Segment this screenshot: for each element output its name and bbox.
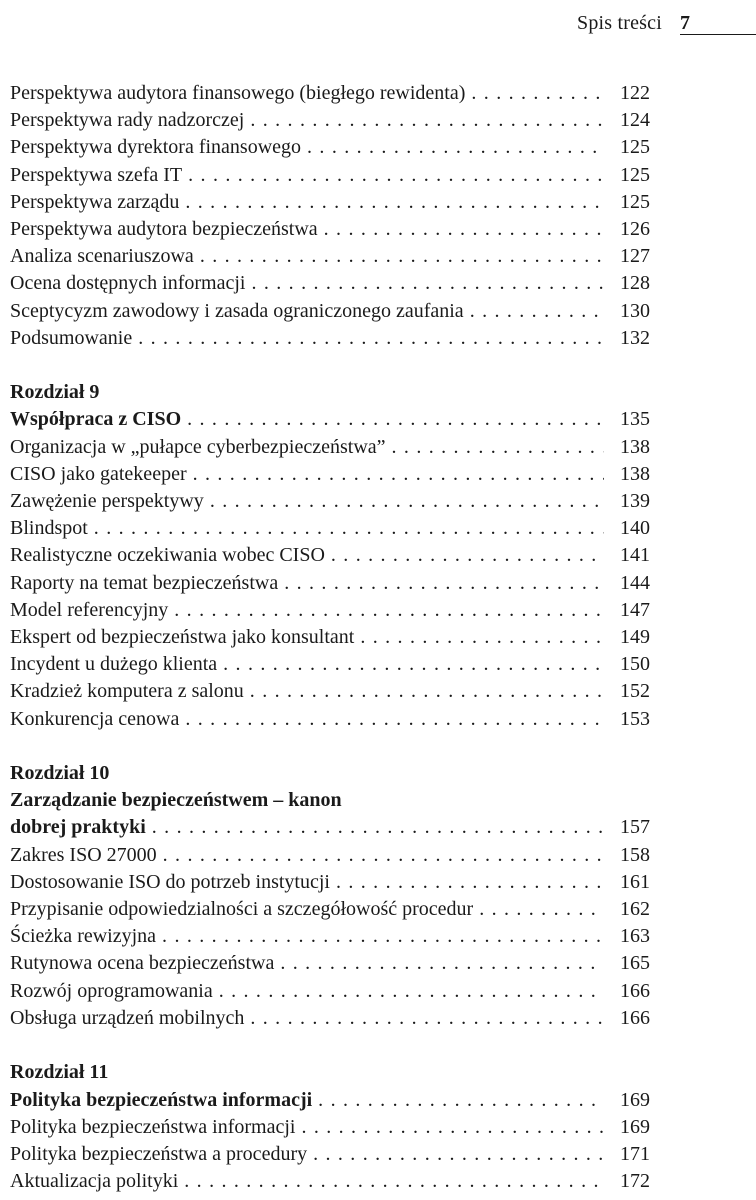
toc-entry[interactable] <box>10 570 650 597</box>
chapter-title: Polityka bezpieczeństwa informacji <box>10 1087 318 1114</box>
dot-leader <box>470 298 604 325</box>
toc-entry-page: 162 <box>620 898 650 921</box>
toc-entry-page: 122 <box>620 82 650 104</box>
dot-leader <box>94 515 604 542</box>
toc-entry-title: Obsługa urządzeń mobilnych <box>10 1005 250 1032</box>
toc-entry-page: 130 <box>620 299 650 322</box>
toc-entry[interactable] <box>10 842 650 869</box>
toc-entry-title: Ekspert od bezpieczeństwa jako konsultant <box>10 624 360 651</box>
chapter-title-entry[interactable] <box>10 1087 650 1114</box>
chapter-label: Rozdział 11 <box>10 1061 109 1084</box>
chapter-label: Rozdział 10 <box>10 762 110 785</box>
section-gap <box>10 352 650 379</box>
toc-entry-title: Blindspot <box>10 515 94 542</box>
toc-entry-page: 152 <box>620 680 650 703</box>
dot-leader <box>471 80 604 107</box>
dot-leader <box>250 678 604 705</box>
chapter-title-entry[interactable] <box>10 814 650 841</box>
toc-entry[interactable] <box>10 298 650 325</box>
dot-leader <box>185 706 604 733</box>
dot-leader <box>223 651 604 678</box>
toc-entry[interactable] <box>10 189 650 216</box>
toc-entry-page: 124 <box>620 109 650 132</box>
toc-entry-page: 127 <box>620 245 650 268</box>
toc-entry-title: Zawężenie perspektywy <box>10 488 210 515</box>
dot-leader <box>162 923 604 950</box>
dot-leader <box>331 542 604 569</box>
dot-leader <box>280 950 604 977</box>
dot-leader <box>193 461 604 488</box>
section-gap <box>10 733 650 760</box>
toc-entry-page: 125 <box>620 163 650 186</box>
dot-leader <box>250 107 604 134</box>
table-of-contents <box>10 80 650 1195</box>
dot-leader <box>313 1141 604 1168</box>
toc-entry[interactable] <box>10 1168 650 1195</box>
toc-entry-title: Realistyczne oczekiwania wobec CISO <box>10 542 331 569</box>
toc-entry-page: 166 <box>620 979 650 1002</box>
toc-entry[interactable] <box>10 107 650 134</box>
toc-entry-title: Ocena dostępnych informacji <box>10 270 251 297</box>
toc-entry-page: 126 <box>620 217 650 240</box>
toc-entry[interactable] <box>10 651 650 678</box>
toc-entry-title: Perspektywa audytora bezpieczeństwa <box>10 216 324 243</box>
toc-entry[interactable] <box>10 488 650 515</box>
dot-leader <box>479 896 604 923</box>
dot-leader <box>200 243 604 270</box>
toc-entry-title: Sceptycyzm zawodowy i zasada ograniczonego zaufania <box>10 298 470 325</box>
dot-leader <box>185 189 604 216</box>
toc-entry-title: Aktualizacja polityki <box>10 1168 184 1195</box>
dot-leader <box>152 814 604 841</box>
toc-entry[interactable] <box>10 896 650 923</box>
toc-entry-page: 165 <box>620 952 650 975</box>
toc-entry[interactable] <box>10 515 650 542</box>
toc-entry[interactable] <box>10 678 650 705</box>
toc-entry-title: Perspektywa rady nadzorczej <box>10 107 250 134</box>
toc-entry-title: Incydent u dużego klienta <box>10 651 223 678</box>
dot-leader <box>187 406 604 433</box>
toc-entry-page: 149 <box>620 625 650 648</box>
toc-entry-title: Przypisanie odpowiedzialności a szczegółowość procedur <box>10 896 479 923</box>
toc-entry-page: 147 <box>620 598 650 621</box>
dot-leader <box>251 270 604 297</box>
header-rule <box>680 34 756 35</box>
toc-entry-page: 150 <box>620 653 650 676</box>
dot-leader <box>184 1168 604 1195</box>
toc-entry-title: Perspektywa zarządu <box>10 189 185 216</box>
dot-leader <box>360 624 604 651</box>
toc-entry-title: Kradzież komputera z salonu <box>10 678 250 705</box>
toc-entry-page: 139 <box>620 490 650 513</box>
toc-entry-title: Zakres ISO 27000 <box>10 842 163 869</box>
dot-leader <box>392 434 604 461</box>
toc-entry[interactable] <box>10 624 650 651</box>
toc-entry[interactable] <box>10 706 650 733</box>
dot-leader <box>284 570 604 597</box>
toc-entry[interactable] <box>10 134 650 161</box>
toc-entry[interactable] <box>10 597 650 624</box>
toc-entry-title: Perspektywa audytora finansowego (biegłego rewidenta) <box>10 80 471 107</box>
toc-entry-title: Rozwój oprogramowania <box>10 978 219 1005</box>
dot-leader <box>219 978 604 1005</box>
chapter-label: Rozdział 9 <box>10 381 100 404</box>
page-number: 7 <box>680 12 690 34</box>
dot-leader <box>188 162 604 189</box>
toc-entry-page: 163 <box>620 925 650 948</box>
dot-leader <box>324 216 604 243</box>
toc-entry[interactable] <box>10 950 650 977</box>
toc-entry-title: Polityka bezpieczeństwa informacji <box>10 1114 301 1141</box>
dot-leader <box>336 869 604 896</box>
toc-entry-page: 169 <box>620 1115 650 1138</box>
toc-entry[interactable] <box>10 1141 650 1168</box>
toc-entry[interactable] <box>10 1005 650 1032</box>
dot-leader <box>301 1114 604 1141</box>
toc-entry-title: Raporty na temat bezpieczeństwa <box>10 570 284 597</box>
toc-entry[interactable] <box>10 461 650 488</box>
toc-entry[interactable] <box>10 542 650 569</box>
toc-entry-page: 125 <box>620 190 650 213</box>
chapter-title-line: Zarządzanie bezpieczeństwem – kanon <box>10 789 342 812</box>
toc-entry[interactable] <box>10 923 650 950</box>
dot-leader <box>318 1087 604 1114</box>
toc-entry-title: Analiza scenariuszowa <box>10 243 200 270</box>
toc-entry-page: 135 <box>620 408 650 431</box>
toc-entry-title: Ścieżka rewizyjna <box>10 923 162 950</box>
toc-entry-page: 125 <box>620 136 650 159</box>
dot-leader <box>250 1005 604 1032</box>
toc-entry[interactable] <box>10 80 650 107</box>
toc-entry-title: Polityka bezpieczeństwa a procedury <box>10 1141 313 1168</box>
toc-entry[interactable] <box>10 243 650 270</box>
dot-leader <box>210 488 604 515</box>
toc-entry-page: 138 <box>620 435 650 458</box>
chapter-title-entry[interactable] <box>10 406 650 433</box>
toc-entry-page: 172 <box>620 1170 650 1193</box>
toc-entry-title: Organizacja w „pułapce cyberbezpieczeństwa” <box>10 434 392 461</box>
toc-entry-page: 161 <box>620 870 650 893</box>
toc-entry-page: 157 <box>620 816 650 839</box>
toc-entry[interactable] <box>10 978 650 1005</box>
toc-entry[interactable] <box>10 1114 650 1141</box>
running-head <box>0 10 756 38</box>
toc-entry-page: 128 <box>620 272 650 295</box>
toc-entry-title: Dostosowanie ISO do potrzeb instytucji <box>10 869 336 896</box>
toc-entry[interactable] <box>10 434 650 461</box>
toc-entry-title: Perspektywa dyrektora finansowego <box>10 134 307 161</box>
toc-entry-title: Rutynowa ocena bezpieczeństwa <box>10 950 280 977</box>
toc-entry[interactable] <box>10 869 650 896</box>
toc-entry-title: Perspektywa szefa IT <box>10 162 188 189</box>
toc-entry-page: 169 <box>620 1088 650 1111</box>
toc-entry-page: 166 <box>620 1006 650 1029</box>
toc-entry-page: 153 <box>620 707 650 730</box>
toc-entry-page: 144 <box>620 571 650 594</box>
running-head-title: Spis treści <box>577 12 662 34</box>
toc-entry-title: Podsumowanie <box>10 325 138 352</box>
toc-entry[interactable] <box>10 270 650 297</box>
section-gap <box>10 1032 650 1059</box>
toc-entry-page: 140 <box>620 517 650 540</box>
toc-entry-page: 138 <box>620 462 650 485</box>
toc-entry-title: Konkurencja cenowa <box>10 706 185 733</box>
dot-leader <box>163 842 604 869</box>
dot-leader <box>174 597 604 624</box>
toc-entry[interactable] <box>10 325 650 352</box>
toc-entry[interactable] <box>10 216 650 243</box>
chapter-title: Współpraca z CISO <box>10 406 187 433</box>
dot-leader <box>138 325 604 352</box>
chapter-title: dobrej praktyki <box>10 814 152 841</box>
toc-entry[interactable] <box>10 162 650 189</box>
toc-entry-title: Model referencyjny <box>10 597 174 624</box>
toc-entry-page: 132 <box>620 326 650 349</box>
toc-entry-page: 158 <box>620 843 650 866</box>
toc-entry-page: 171 <box>620 1142 650 1165</box>
toc-entry-page: 141 <box>620 544 650 567</box>
dot-leader <box>307 134 604 161</box>
toc-entry-title: CISO jako gatekeeper <box>10 461 193 488</box>
